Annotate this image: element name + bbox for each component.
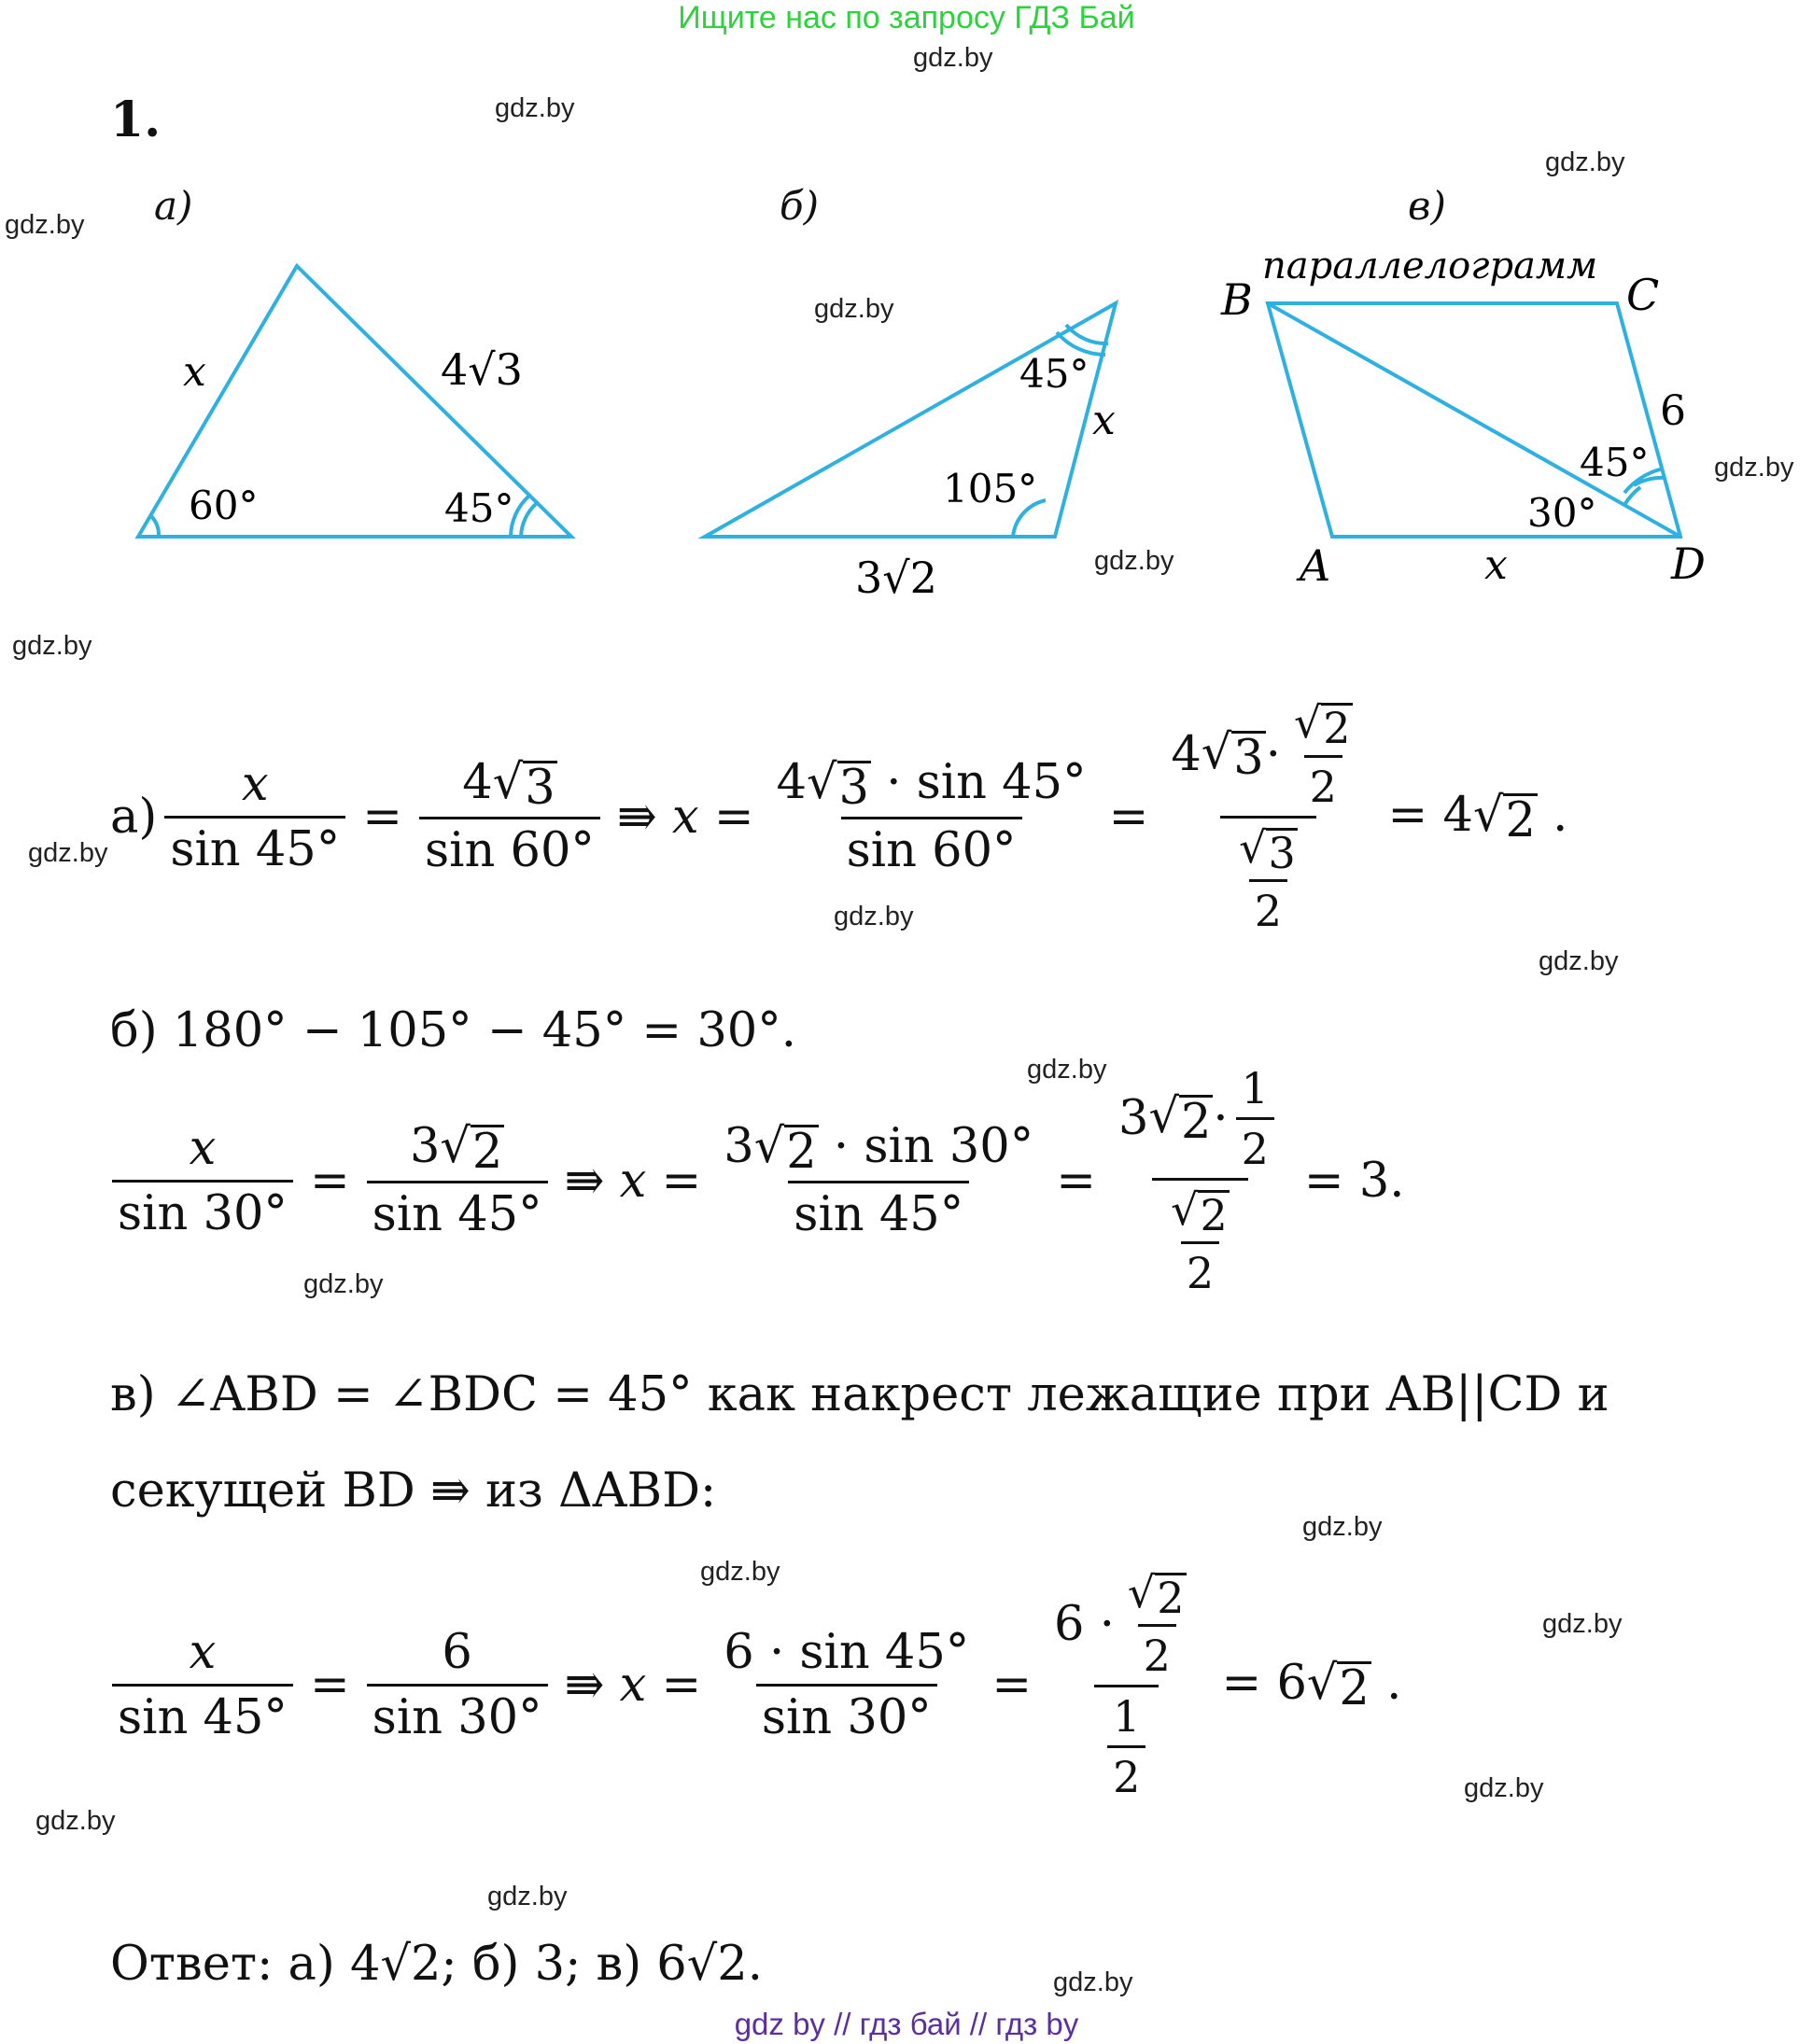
solution-c: $\frac{x}{\sin 45^\circ}$ = $\frac{6}{\sin 30^\circ}$ ⇛ x = $\frac{6 \cdot \sin 45^\circ}{\sin 30^\circ}$ = 6 · √ 2 2 $\frac{1}{2}$ = 6 √ 2 . xyxy=(105,1568,1411,1801)
figure-c-label: в) xyxy=(1408,183,1446,229)
fig-c-angle-30: 30° xyxy=(1527,490,1597,536)
top-banner: Ищите нас по запросу ГДЗ Бай xyxy=(678,0,1135,35)
figure-a-label: а) xyxy=(154,183,193,229)
watermark: gdz.by xyxy=(1053,1967,1133,1997)
fraction: $\frac{x}{\sin 45^\circ}$ xyxy=(164,757,345,877)
watermark: gdz.by xyxy=(1027,1055,1107,1085)
watermark: gdz.by xyxy=(495,93,575,123)
task-number: 1. xyxy=(110,91,162,148)
fig-c-vertex-c: C xyxy=(1626,270,1660,320)
figure-b-label: б) xyxy=(780,183,820,229)
watermark: gdz.by xyxy=(1539,946,1619,976)
fig-c-vertex-d: D xyxy=(1671,539,1706,589)
fraction: 4 √ 3 sin 60° xyxy=(419,755,600,879)
solution-c-line2: секущей BD ⇛ из ΔABD: xyxy=(110,1463,717,1519)
fig-c-vertex-a: A xyxy=(1300,540,1331,591)
fig-c-side-ad: x xyxy=(1484,541,1508,589)
watermark: gdz.by xyxy=(814,294,894,324)
watermark: gdz.by xyxy=(700,1557,780,1587)
fraction: $\frac{6 \cdot \sin 45^\circ}{\sin 30^\circ}$ xyxy=(724,1624,970,1745)
fig-a-side-left: x xyxy=(183,348,206,396)
watermark: gdz.by xyxy=(1302,1512,1383,1542)
fig-a-angle-right: 45° xyxy=(444,485,514,531)
nested-fraction: 3 √ 2 · $\frac{1}{2}$ √ 2 2 xyxy=(1113,1063,1287,1298)
watermark: gdz.by xyxy=(1714,453,1794,483)
solution-a: а) $\frac{x}{\sin 45^\circ}$ = 4 √ 3 sin 60° ⇛ x = 4 √ 3 · sin 45° sin 60° = 4 √ 3 · √ 2 2 √ 3 2 = 4 √ 2 . xyxy=(110,697,1568,936)
fig-c-caption: параллелограмм xyxy=(1262,245,1598,287)
fig-b-side-right: x xyxy=(1092,397,1116,444)
parallelogram-c xyxy=(1268,303,1680,537)
watermark: gdz.by xyxy=(35,1806,116,1836)
solution-b-line1: б) 180° − 105° − 45° = 30°. xyxy=(110,1003,796,1058)
fraction: $\frac{x}{\sin 45^\circ}$ xyxy=(112,1625,293,1745)
fraction: $\frac{6}{\sin 30^\circ}$ xyxy=(367,1625,548,1745)
fig-c-angle-45: 45° xyxy=(1580,440,1650,485)
fig-c-vertex-b: B xyxy=(1221,274,1253,325)
watermark: gdz.by xyxy=(487,1882,568,1911)
watermark: gdz.by xyxy=(303,1269,384,1299)
watermark: gdz.by xyxy=(1464,1773,1544,1803)
watermark: gdz.by xyxy=(1094,546,1174,576)
fig-b-angle-top: 45° xyxy=(1019,351,1089,397)
solution-b: $\frac{x}{\sin 30^\circ}$ = 3 √ 2 sin 45° ⇛ x = 3 √ 2 · sin 30° sin 45° = 3 √ 2 · $\frac{1}{2}$ √ 2 2 = 3. xyxy=(105,1064,1414,1297)
answer: Ответ: а) 4√2; б) 3; в) 6√2. xyxy=(110,1937,763,1992)
watermark: gdz.by xyxy=(28,838,108,868)
watermark: gdz.by xyxy=(12,631,92,661)
figures-svg xyxy=(0,0,1813,653)
fraction: $\frac{x}{\sin 30^\circ}$ xyxy=(112,1121,293,1241)
fig-b-angle-bottom: 105° xyxy=(943,466,1038,511)
fig-a-angle-left: 60° xyxy=(189,483,259,528)
watermark: gdz.by xyxy=(1545,147,1625,177)
fig-b-side-bottom: 3√2 xyxy=(855,553,937,603)
watermark: gdz.by xyxy=(834,902,914,931)
solution-a-label: а) xyxy=(110,789,158,845)
watermark: gdz.by xyxy=(1542,1609,1623,1639)
fraction: 4 √ 3 · sin 45° sin 60° xyxy=(776,754,1087,879)
fraction: 3 √ 2 · sin 30° sin 45° xyxy=(724,1118,1034,1243)
fraction: 3 √ 2 sin 45° xyxy=(367,1119,548,1243)
watermark: gdz.by xyxy=(5,210,85,240)
watermark: gdz.by xyxy=(913,43,993,73)
fig-a-side-right: 4√3 xyxy=(441,344,523,395)
nested-fraction: 4 √ 3 · √ 2 2 √ 3 2 xyxy=(1171,697,1351,936)
fig-c-side-cd: 6 xyxy=(1660,387,1686,435)
footer: gdz by // гдз бай // гдз by xyxy=(734,2007,1079,2041)
triangle-b xyxy=(705,303,1116,537)
nested-fraction: 6 · √ 2 2 $\frac{1}{2}$ xyxy=(1054,1566,1185,1803)
solution-c-line1: в) ∠ABD = ∠BDC = 45° как накрест лежащие при AB||CD и xyxy=(110,1367,1609,1422)
